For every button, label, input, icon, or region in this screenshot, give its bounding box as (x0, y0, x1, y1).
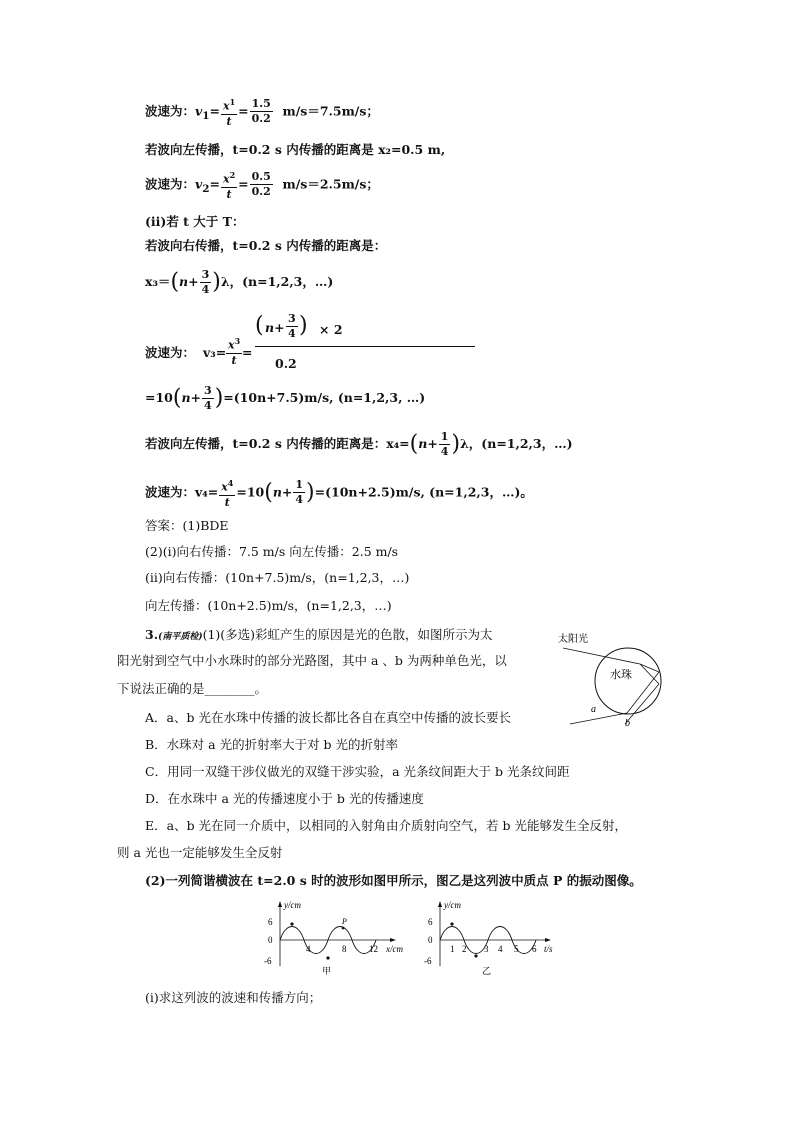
sub: 1 (202, 109, 210, 122)
text-l4: (ⅱ)若 t 大于 T： (145, 214, 245, 229)
x-label: x/cm (386, 944, 403, 954)
option-e-line1: E．a、b 光在同一介质中，以相同的入射角由介质射向空气，若 b 光能够发生全反射， (145, 818, 628, 833)
t: t (226, 187, 232, 201)
formula-v4: 波速为：v₄= $\frac{x^4}{t}$ =10(n+ $\frac{1}{4}$ )=(10n+2.5)m/s, (n=1,2,3，…)。 (145, 478, 533, 509)
tick-x-12: 12 (369, 944, 378, 954)
y-arrow (278, 901, 282, 907)
eq: = (242, 345, 253, 360)
rhs: λ，(n=1,2,3，…) (460, 436, 573, 451)
ray-a-label: a (591, 704, 596, 715)
frac-1-4 (439, 430, 451, 459)
var-v: v (195, 176, 203, 192)
peak-dot (450, 922, 453, 925)
ray-inside-2 (640, 664, 659, 684)
formula-v1 (145, 95, 379, 129)
rhs: λ，(n=1,2,3，…) (220, 274, 334, 289)
lhs: =10 (145, 390, 173, 405)
water-label: 水珠 (610, 669, 632, 681)
result: m/s＝2.5m/s； (282, 176, 379, 192)
tick-t-5: 5 (514, 944, 519, 954)
text-l5: 若波向右传播，t=0.2 s 内传播的距离是： (145, 238, 387, 253)
tick-t-3: 3 (484, 944, 489, 954)
n-plus: n+ (272, 484, 293, 500)
formula-x3: x₃＝(n+ $\frac{3}{4}$ )λ，(n=1,2,3，…) (145, 268, 334, 296)
num: 0.5 (251, 170, 271, 184)
x-arrow (390, 938, 396, 942)
q3-part2-i: (ⅰ)求这列波的波速和传播方向； (145, 990, 322, 1005)
rhs: =(10n+7.5)m/s, (n=1,2,3, …) (223, 390, 426, 405)
frac-x1-t (221, 95, 237, 129)
tick-t-1: 1 (450, 944, 455, 954)
trough-dot (326, 956, 329, 959)
frac-x3-t (226, 334, 242, 368)
label: 波速为： (145, 176, 196, 192)
formula-v3-result: =10(n+ $\frac{3}{4}$ )=(10n+7.5)m/s, (n=1,2,3, …) (145, 384, 426, 412)
tick-y-0: 0 (268, 935, 273, 945)
x: x (223, 99, 230, 113)
frac-3-4 (202, 384, 214, 413)
num: 3 (201, 268, 210, 281)
x: x (223, 172, 230, 186)
n-plus: n+ (265, 320, 285, 335)
y-label: y/cm (444, 900, 461, 910)
den: 4 (295, 493, 304, 507)
times-2: × 2 (319, 322, 343, 337)
trough-dot (474, 954, 477, 957)
n-plus: n+ (181, 390, 202, 405)
point-p (342, 927, 345, 930)
t: t (231, 353, 237, 367)
eq: = (209, 103, 221, 119)
eq: =10 (236, 484, 265, 500)
num: 3 (204, 384, 212, 397)
option-c: C．用同一双缝干涉仪做光的双缝干涉实验，a 光条纹间距大于 b 光条纹间距 (145, 764, 570, 779)
sup: 1 (229, 97, 236, 107)
frac-0.5 (250, 170, 273, 199)
frac-1-4 (293, 478, 305, 507)
tick-t-2: 2 (462, 944, 467, 954)
eq2: = (238, 103, 249, 119)
text-l2: 若波向左传播，t=0.2 s 内传播的距离是 x₂=0.5 m, (145, 142, 446, 157)
frac-1.5 (250, 97, 273, 126)
formula-x4: 若波向左传播，t=0.2 s 内传播的距离是：x₄=(n+ $\frac{1}{4}$ )λ，(n=1,2,3，…) (145, 430, 573, 458)
lhs: 波速为：v₄= (145, 484, 219, 500)
lhs: 若波向左传播，t=0.2 s 内传播的距离是：x₄= (145, 436, 410, 451)
tick-y-neg6: -6 (424, 956, 432, 966)
sup: 3 (234, 336, 241, 346)
num: 1 (440, 430, 449, 443)
n-plus: n+ (179, 274, 199, 289)
frac-x4-t (219, 476, 235, 510)
q3-line3: 下说法正确的是________。 (117, 681, 268, 696)
num: 1.5 (251, 97, 271, 111)
den: 0.2 (251, 185, 271, 199)
option-e-line2: 则 a 光也一定能够发生全反射 (117, 845, 283, 860)
sub: 2 (202, 182, 210, 195)
q3-part2: (2)一列简谐横波在 t=2.0 s 时的波形如图甲所示，图乙是这列波中质点 P 的振动图像。 (145, 873, 642, 888)
result: m/s＝7.5m/s； (282, 103, 379, 119)
den: 4 (201, 283, 210, 296)
peak-dot (290, 922, 293, 925)
den: 0.2 (251, 112, 271, 126)
answer-4: 向左传播：(10n+2.5)m/s，(n=1,2,3，…) (145, 598, 392, 613)
frac-3-4 (286, 312, 298, 341)
num: 1 (295, 478, 304, 492)
eq2: = (238, 176, 249, 192)
tick-y-0: 0 (428, 935, 433, 945)
option-d: D．在水珠中 a 光的传播速度小于 b 光的传播速度 (145, 791, 424, 806)
q3-line2: 阳光射到空气中小水珠时的部分光路图，其中 a 、b 为两种单色光，以 (117, 653, 507, 668)
t: t (226, 114, 232, 128)
n-plus: n+ (418, 436, 438, 451)
q3-line1 (145, 627, 493, 645)
tick-y-neg6: -6 (264, 956, 272, 966)
var-v: v (195, 103, 203, 119)
tick-t-4: 4 (498, 944, 503, 954)
option-a: A．a、b 光在水珠中传播的波长都比各自在真空中传播的波长要长 (145, 710, 511, 725)
option-b: B．水珠对 a 光的折射率大于对 b 光的折射率 (145, 737, 399, 752)
x: x (228, 338, 235, 352)
den: 4 (204, 399, 212, 412)
v3: v₃= (203, 345, 227, 360)
y-arrow (438, 901, 442, 907)
den: 4 (288, 327, 296, 340)
y-label: y/cm (284, 900, 301, 910)
droplet-circle (595, 648, 661, 714)
t: t (224, 495, 230, 509)
label: 波速为： (145, 345, 196, 360)
eq: = (209, 176, 221, 192)
formula-v2 (145, 168, 379, 202)
den: 4 (440, 445, 449, 458)
label: 波速为： (145, 103, 196, 119)
ray-b-inside (637, 684, 659, 710)
q-number: 3. (145, 627, 159, 642)
tick-t-6: 6 (532, 944, 537, 954)
tick-x-8: 8 (342, 944, 347, 954)
ray-a-out (570, 713, 627, 724)
wave-graph-jia (258, 898, 418, 978)
answer-1: 答案：(1)BDE (145, 518, 229, 533)
x: x (221, 480, 228, 494)
sup: 2 (229, 170, 236, 180)
big-denominator: 0.2 (275, 356, 297, 371)
vibration-graph-yi (418, 898, 568, 978)
caption-yi: 乙 (482, 966, 492, 976)
answer-3: (ⅱ)向右传播：(10n+7.5)m/s，(n=1,2,3，…) (145, 570, 410, 585)
answer-2: (2)(ⅰ)向右传播：7.5 m/s 向左传播：2.5 m/s (145, 544, 399, 559)
num: 3 (288, 312, 296, 325)
sunlight-label: 太阳光 (558, 634, 588, 645)
caption-jia: 甲 (322, 966, 332, 976)
tick-x-4: 4 (306, 944, 311, 954)
rhs: =(10n+2.5)m/s, (n=1,2,3，…)。 (314, 484, 533, 500)
t-label: t/s (544, 944, 553, 954)
ray-inside-1 (640, 664, 659, 672)
sup: 4 (227, 478, 234, 488)
t-arrow (545, 938, 551, 942)
lhs: x₃＝ (145, 274, 171, 289)
q-source-tag: (南平质检) (158, 632, 203, 642)
p-label: P (342, 917, 347, 926)
frac-3-4 (200, 268, 212, 297)
q-text: (1)(多选)彩虹产生的原因是光的色散，如图所示为太 (202, 627, 493, 642)
big-numerator: ( n+ $\frac{3}{4}$ ) × 2 (255, 312, 475, 347)
tick-y-6: 6 (268, 917, 273, 927)
ray-b-label: b (625, 718, 630, 728)
frac-x2-t (221, 168, 237, 202)
tick-y-6: 6 (428, 917, 433, 927)
water-droplet-diagram (555, 628, 675, 728)
